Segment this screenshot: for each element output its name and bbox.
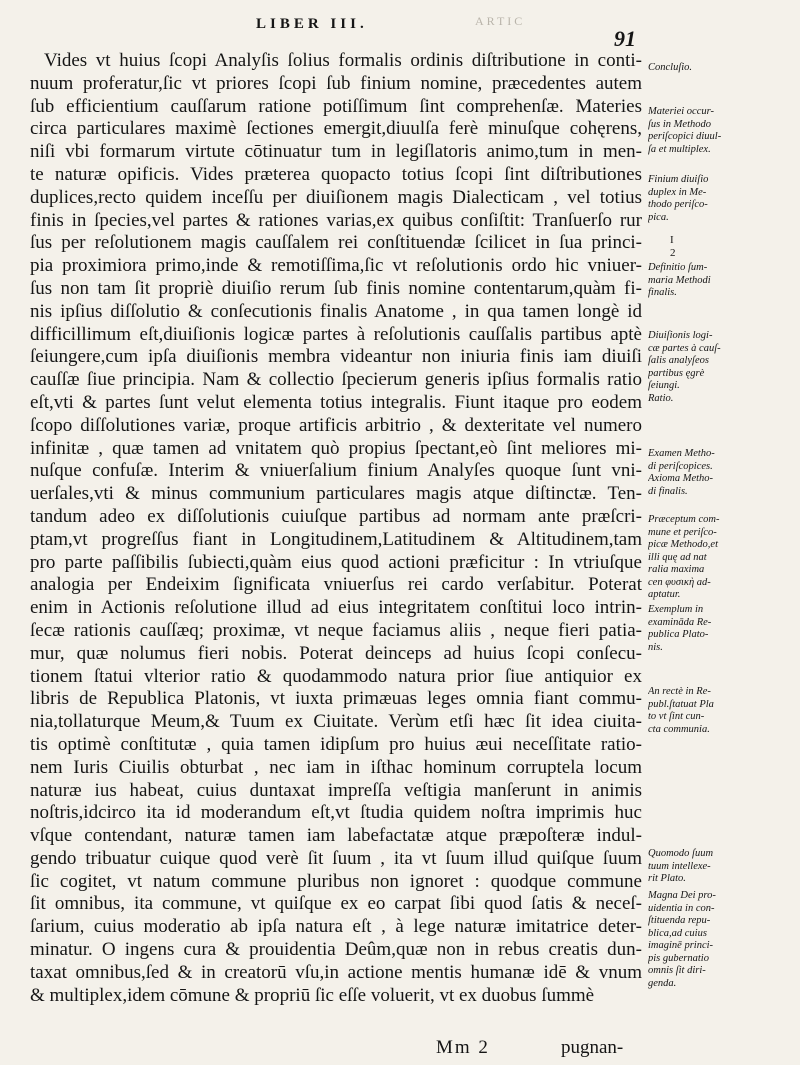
text-line: pia proximiora primo,inde & remotiſſima,ſic vt reſolutionis ordo hic vniuer- <box>30 255 642 277</box>
margin-note-line: finalis. <box>648 287 677 298</box>
text-line: tionem ſtatui vlterior ratio & quodammodo natura prior ſiue antiquior ex <box>30 665 642 687</box>
text-line: ſub efficientium cauſſarum ratione potiſſimum ſint comprehenſæ. Materies <box>30 95 642 117</box>
text-line: ſic cogitet, vt natum commune pluribus non ignoret : quodque commune <box>30 870 642 892</box>
margin-note-line: imaginē princi- <box>648 940 714 951</box>
margin-note-line: uidentia in con- <box>648 902 715 914</box>
margin-note <box>648 604 798 654</box>
text-line: pro parte paſſibilis ſubiecti,quàm eius quod actioni præficitur : In vtriuſque <box>30 551 642 573</box>
margin-note <box>648 686 798 736</box>
margin-note-line: to vt ſint cun- <box>648 711 705 722</box>
bleed-through-text: ARTIC <box>475 14 526 28</box>
margin-note-line: Quomodo ſuum <box>648 848 714 859</box>
text-line: tandum adeo ex diſſolutionis cuiuſque partibus ad normam ante præſcri- <box>30 505 642 527</box>
text-line: ſeiungere,cum ipſa diuiſionis membra videantur non iniuria finis iam diuiſi <box>30 346 642 368</box>
text-line: nuſque confuſæ. Interim & vniuerſalium finium Analyſes quoque ſunt vni- <box>30 460 642 482</box>
margin-note-line: cta communia. <box>648 723 710 735</box>
text-line: eſt,vti & partes ſunt velut elementa totius integralis. Fiunt itaque pro eodem <box>30 391 642 413</box>
margin-note-line: illi quę ad nat <box>648 551 707 563</box>
text-line: finis in ſpecies,vel partes & rationes varias,ex quibus conſiſtit: Tranſuerſo rur <box>30 209 642 231</box>
text-line: noſtris,idcirco ita id moderandum eſt,vt ſtudia quidem noſtra imprimis huc <box>30 802 642 824</box>
text-line: duplices,recto quidem inceſſu per diuiſionem magis Dialecticam , vel totius <box>30 186 642 208</box>
text-line: taxat omnibus,ſed & in creatorū vſu,in actione mentis humanæ idē & vnum <box>30 961 642 983</box>
margin-note <box>648 448 798 498</box>
text-line: enim in Actionis reſolutione illud ad eius integritatem conſtitui loco intrin- <box>30 597 642 619</box>
margin-note-line: examināda Re- <box>648 616 712 628</box>
text-line: nuum proferatur,ſic vt priores ſcopi ſub finium nomine, præcedentes autem <box>30 72 642 94</box>
running-head-title: LIBER III. <box>256 16 368 32</box>
margin-note-line: ralia maxima <box>648 564 705 575</box>
text-line: tis optimè conſtitutæ , quia tamen idipſum pro huius æui neceſſitate ratio- <box>30 733 642 755</box>
margin-note-line: An rectè in Re- <box>648 686 711 697</box>
main-text-block <box>30 50 642 1007</box>
margin-note-line: ſa et multiplex. <box>648 143 711 155</box>
margin-note-line: Finium diuiſio <box>648 174 709 185</box>
text-line: ſecæ rationis cauſſæq; proximæ, vt neque faciamus aliis , neque fieri patia- <box>30 619 642 641</box>
margin-note-line: I <box>670 234 674 246</box>
margin-note <box>648 890 798 990</box>
text-line: infinitæ , quæ tamen ad vnitatem quò propius ſpectant,eò ſint meliores mi- <box>30 437 642 459</box>
margin-note-line: 2 <box>670 246 676 259</box>
marginal-notes-column <box>648 0 798 1065</box>
margin-note-line: Concluſio. <box>648 62 693 73</box>
margin-note-line: publ.ſtatuat Pla <box>648 698 714 710</box>
margin-note-line: ſtituenda repu- <box>648 915 711 926</box>
margin-note <box>648 848 798 886</box>
margin-note-line: Axioma Metho- <box>648 473 714 484</box>
text-line: minatur. O ingens cura & prouidentia Deûm,quæ non in rebus creatis dun- <box>30 939 642 961</box>
margin-note <box>648 174 798 224</box>
text-line: niſi vbi formarum virtute cōtinuatur tum in legiſlatoris animo,tum in men- <box>30 141 642 163</box>
margin-note-line: ſalis analyſeos <box>648 355 709 366</box>
text-line: & multiplex,idem cōmune & propriū ſic eſſe voluerit, vt ex duobus ſummè <box>30 984 595 1006</box>
margin-note-line: rit Plato. <box>648 873 686 884</box>
margin-note-line: omnis ſit diri- <box>648 965 706 976</box>
text-line: vſque contendant, naturæ tamen iam labefactatæ atque præpoſteræ indul- <box>30 825 642 847</box>
margin-note-line: periſcopici diuul- <box>648 131 722 142</box>
text-line: cauſſæ ſiue principia. Nam & collectio ſpecierum generis ipſius formalis ratio <box>30 369 642 391</box>
margin-note-line: Præceptum com- <box>648 514 720 525</box>
text-line: uerſales,vti & minus communium particulares magis atque diſtinctæ. Ten- <box>30 483 642 505</box>
margin-note-line: maria Methodi <box>648 274 711 286</box>
margin-note <box>648 62 798 75</box>
margin-note-line: pis gubernatio <box>648 952 709 964</box>
margin-note-line: pica. <box>648 211 669 223</box>
text-line: ſus non tam ſit propriè diuiſio rerum ſub finis nomine contentarum,quàm fi- <box>30 277 642 299</box>
margin-note <box>648 514 798 602</box>
text-line: libris de Republica Platonis, vt iuxta primæuas leges omnia fiant commu- <box>30 688 642 710</box>
margin-note-line: Definitio ſum- <box>648 262 708 273</box>
margin-note-line: picæ Methodo,et <box>648 539 718 550</box>
margin-note-line: Diuiſionis logi- <box>648 330 713 341</box>
margin-note-line: Ratio. <box>648 392 674 404</box>
text-line: ſus per reſolutionem magis cauſſalem rei conſtituendæ ſcilicet in ſua princi- <box>30 232 642 254</box>
margin-note-line: Exemplum in <box>648 604 704 615</box>
text-line: ſarium, cuius moderatio ab ipſa natura eſt , à lege naturæ imitatrice deter- <box>30 916 642 938</box>
margin-note <box>648 234 798 259</box>
text-line: gendo tribuatur cuique quod verè ſit ſuum , ita vt ſuum illud quiſque ſuum <box>30 847 642 869</box>
margin-note-line: cæ partes à cauſ- <box>648 342 721 354</box>
text-line: naturæ ius habeat, cuius duntaxat impreſſa veſtigia manſerunt in animis <box>30 779 642 801</box>
text-line: ſit omnibus, ita commune, vt quiſque ex eo carpat ſibi quod ſatis & neceſ- <box>30 893 642 915</box>
margin-note <box>648 262 798 300</box>
margin-note-line: tuum intellexe- <box>648 860 711 872</box>
printer-signature-mark: Mm 2 <box>436 1037 490 1058</box>
margin-note <box>648 330 798 405</box>
text-line: te naturæ opificis. Vides præterea quopacto totius ſcopi ſint diſtributiones <box>30 163 642 185</box>
text-line: circa particulares maximè ſectiones emergit,diuulſa ferè minuſque cohęrens, <box>30 118 642 140</box>
text-line: nis ipſius diſſolutio & conſecutionis finalis Anatome , in qua tamen longè id <box>30 300 642 322</box>
text-line: mur, quæ nolumus fieri nobis. Poterat deinceps ad huius ſcopi conſecu- <box>30 642 642 664</box>
text-line: difficillimum eſt,diuiſionis logicæ partes à reſolutionis cauſſalis partibus aptè <box>30 323 642 345</box>
margin-note-line: publica Plato- <box>648 629 709 640</box>
margin-note-line: nis. <box>648 641 663 653</box>
margin-note-line: blica,ad cuius <box>648 927 707 939</box>
text-line: Vides vt huius ſcopi Analyſis ſolius formalis ordinis diſtributione in conti- <box>44 50 642 71</box>
margin-note-line: genda. <box>648 977 677 989</box>
margin-note-line: cen φυσικὴ ad- <box>648 576 711 588</box>
margin-note-line: thodo periſco- <box>648 199 708 210</box>
text-line: nia,tollaturque Meum,& Tuum ex Ciuitate. Verùm etſi hæc ſit idea ciuita- <box>30 711 642 733</box>
page-number: 91 <box>614 26 636 51</box>
margin-note-line: aptatur. <box>648 589 681 600</box>
text-line: nem Iuris Ciuilis obturbat , nec iam in iſthac hominum corruptela locum <box>30 756 642 778</box>
margin-note-line: Examen Metho- <box>648 448 715 459</box>
margin-note-line: duplex in Me- <box>648 186 707 198</box>
text-line: ſcopo diſſolutiones variæ, proque artificis arbitrio , & dexteritate vel numero <box>30 414 642 436</box>
margin-note <box>648 106 798 156</box>
margin-note-line: mune et periſco- <box>648 526 717 538</box>
margin-note-line: di finalis. <box>648 485 688 497</box>
margin-note-line: partibus ęgrè <box>648 367 705 379</box>
margin-note-line: Materiei occur- <box>648 106 714 117</box>
catchword: pugnan- <box>561 1037 624 1058</box>
margin-note-line: Magna Dei pro- <box>648 890 716 901</box>
margin-note-line: ſus in Methodo <box>648 118 711 130</box>
margin-note-line: di periſcopices. <box>648 460 713 472</box>
margin-note-line: ſeiungi. <box>648 380 680 391</box>
text-line: ptam,vt progreſſus fiant in Longitudinem,Latitudinem & Altitudinem,tam <box>30 528 642 550</box>
text-line: analogia per Endeixim ſignificata vniuerſus rei cardo verſabitur. Poterat <box>30 574 642 596</box>
